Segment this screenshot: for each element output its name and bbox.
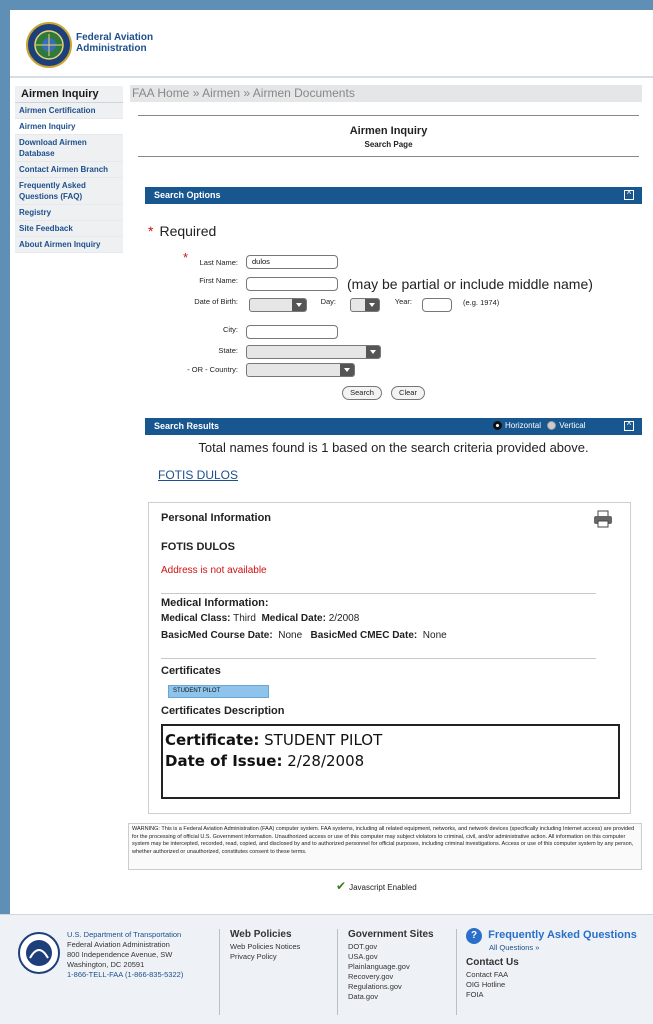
site-header	[10, 10, 653, 78]
breadcrumb-separator: »	[243, 86, 251, 100]
horizontal-radio[interactable]	[493, 421, 502, 430]
certificate-label: Certificate:	[165, 731, 260, 749]
chevron-down-icon	[366, 346, 380, 358]
footer-divider	[456, 929, 457, 1015]
dob-month-select[interactable]	[249, 298, 307, 312]
search-results-bar	[145, 418, 642, 435]
issue-date-value: 2/28/2008	[287, 752, 365, 770]
horizontal-radio-label: Horizontal	[505, 421, 542, 430]
year-hint: (e.g. 1974)	[463, 298, 500, 307]
gov-site-link[interactable]: Plainlanguage.gov	[348, 962, 410, 971]
state-select[interactable]	[246, 345, 381, 359]
issue-date-label: Date of Issue:	[165, 752, 283, 770]
layout-toggle	[493, 421, 585, 430]
gov-site-link[interactable]: Recovery.gov	[348, 972, 394, 981]
basicmed-course-label: BasicMed Course Date:	[161, 630, 273, 641]
javascript-status	[336, 879, 417, 893]
address-status: Address is not available	[161, 565, 267, 576]
medical-date-value: 2/2008	[328, 613, 360, 624]
city-label: City:	[223, 325, 238, 334]
search-results-title: Search Results	[154, 421, 220, 431]
gov-site-link[interactable]: DOT.gov	[348, 942, 378, 951]
collapse-search-options-icon[interactable]: ^	[624, 190, 634, 200]
web-policies-title: Web Policies	[230, 929, 292, 940]
sidebar-item-contact-branch[interactable]: Contact Airmen Branch	[15, 162, 123, 178]
certificate-value: STUDENT PILOT	[264, 731, 383, 749]
sidebar-item-download-database[interactable]: Download Airmen Database	[15, 135, 123, 162]
issue-date-line	[165, 751, 616, 772]
first-name-input[interactable]	[246, 277, 338, 291]
medical-date-label: Medical Date:	[261, 613, 326, 624]
page-title-block	[138, 115, 639, 157]
city-input[interactable]	[246, 325, 338, 339]
government-sites-title: Government Sites	[348, 929, 434, 940]
warning-notice: WARNING: This is a Federal Aviation Administration (FAA) computer system. FAA systems, including all related equipment, networks, and network devices (specifically including Internet access) are provided for the processing of official U.S. Government information. Unauthorized access or use of this computer may subject violators to criminal, civil, and/or administrative action. All information on this computer system may be intercepted, recorded, read, copied, and disclosed by and to authorized personnel for official purposes, including criminal investigations. Access or use of this computer system by any person, whether authorized or unauthorized, constitutes consent to these terms.	[128, 823, 642, 870]
medical-line	[161, 613, 359, 624]
site-footer	[0, 914, 653, 1024]
web-policies-notices-link[interactable]: Web Policies Notices	[230, 942, 301, 951]
basicmed-line	[161, 630, 447, 641]
search-options-bar	[145, 187, 642, 204]
top-accent-band	[0, 0, 653, 10]
breadcrumb-separator: »	[192, 86, 200, 100]
breadcrumb-airmen-documents: Airmen Documents	[252, 86, 355, 100]
left-accent-band	[0, 0, 10, 1024]
personal-info-heading: Personal Information	[161, 512, 272, 524]
state-label: State:	[218, 346, 238, 355]
medical-heading: Medical Information:	[161, 597, 269, 609]
divider	[161, 658, 596, 659]
footer-address-line2: Washington, DC 20591	[67, 960, 145, 969]
country-label: - OR - Country:	[187, 365, 238, 374]
required-label: Required	[159, 223, 217, 239]
dob-day-select[interactable]	[350, 298, 380, 312]
first-name-label: First Name:	[199, 276, 238, 285]
footer-government-sites	[348, 930, 434, 1002]
footer-divider	[337, 929, 338, 1015]
search-button[interactable]: Search	[342, 386, 382, 400]
contact-us-title: Contact Us	[466, 957, 519, 968]
certificates-heading: Certificates	[161, 665, 221, 677]
faa-seal-logo[interactable]	[26, 22, 72, 68]
gov-site-link[interactable]: USA.gov	[348, 952, 378, 961]
dob-year-input[interactable]	[422, 298, 452, 312]
sidebar-title: Airmen Inquiry	[15, 86, 123, 103]
checkmark-icon: ✔	[336, 879, 347, 893]
chevron-down-icon	[365, 299, 379, 311]
page-subtitle: Search Page	[364, 140, 413, 149]
footer-faq-contact	[466, 928, 637, 1000]
gov-site-link[interactable]: Regulations.gov	[348, 982, 402, 991]
question-icon: ?	[466, 928, 482, 944]
sidebar-item-about[interactable]: About Airmen Inquiry	[15, 237, 123, 253]
collapse-search-results-icon[interactable]: ^	[624, 421, 634, 431]
sidebar-item-site-feedback[interactable]: Site Feedback	[15, 221, 123, 237]
breadcrumb	[130, 85, 642, 102]
oig-hotline-link[interactable]: OIG Hotline	[466, 980, 506, 989]
basicmed-cmec-value: None	[422, 630, 447, 641]
clear-button[interactable]: Clear	[391, 386, 425, 400]
privacy-policy-link[interactable]: Privacy Policy	[230, 952, 277, 961]
footer-web-policies	[230, 930, 300, 962]
medical-class-value: Third	[233, 613, 256, 624]
footer-faa-name: Federal Aviation Administration	[67, 940, 170, 949]
divider	[161, 593, 596, 594]
all-questions-link[interactable]: All Questions »	[489, 943, 540, 952]
certificate-description-box	[161, 724, 620, 799]
required-star: *	[148, 223, 154, 239]
faq-title[interactable]: Frequently Asked Questions	[488, 928, 637, 941]
personal-info-card	[148, 502, 631, 814]
agency-name[interactable]	[76, 32, 153, 54]
breadcrumb-faa-home[interactable]: FAA Home	[132, 86, 190, 100]
vertical-radio[interactable]	[547, 421, 556, 430]
basicmed-cmec-label: BasicMed CMEC Date:	[310, 630, 418, 641]
last-name-required-star: *	[183, 250, 189, 265]
dob-label: Date of Birth:	[194, 297, 238, 306]
sidebar-nav	[15, 86, 123, 253]
chevron-down-icon	[292, 299, 306, 311]
search-options-title: Search Options	[154, 190, 221, 200]
medical-class-label: Medical Class:	[161, 613, 231, 624]
last-name-label: Last Name:	[199, 258, 238, 267]
printer-icon[interactable]	[593, 510, 613, 528]
breadcrumb-airmen[interactable]: Airmen	[202, 86, 241, 100]
year-label: Year:	[394, 297, 412, 306]
dot-link[interactable]: U.S. Department of Transportation	[67, 930, 182, 939]
airman-name: FOTIS DULOS	[161, 541, 235, 553]
basicmed-course-value: None	[278, 630, 303, 641]
sidebar-item-registry[interactable]: Registry	[15, 205, 123, 221]
certificate-line	[165, 730, 616, 751]
results-total-text: Total names found is 1 based on the search criteria provided above.	[198, 440, 589, 455]
vertical-radio-label: Vertical	[559, 421, 586, 430]
result-name-link[interactable]: FOTIS DULOS	[158, 468, 239, 482]
last-name-input[interactable]: dulos	[246, 255, 338, 269]
foia-link[interactable]: FOIA	[466, 990, 484, 999]
sidebar-item-airmen-certification[interactable]: Airmen Certification	[15, 103, 123, 119]
country-select[interactable]	[246, 363, 355, 377]
first-name-hint: (may be partial or include middle name)	[347, 276, 593, 292]
phone-link[interactable]: 1-866-TELL-FAA (1-866-835-5322)	[67, 970, 184, 979]
footer-divider	[219, 929, 220, 1015]
footer-address	[67, 930, 183, 980]
agency-name-line2: Administration	[76, 43, 147, 54]
agency-name-line1: Federal Aviation	[76, 32, 154, 43]
cert-desc-heading: Certificates Description	[161, 705, 285, 717]
contact-faa-link[interactable]: Contact FAA	[466, 970, 509, 979]
sidebar-item-airmen-inquiry[interactable]: Airmen Inquiry	[15, 119, 123, 135]
chevron-down-icon	[340, 364, 354, 376]
required-note	[148, 223, 216, 239]
sidebar-item-faq[interactable]: Frequently Asked Questions (FAQ)	[15, 178, 123, 205]
certificate-badge: STUDENT PILOT	[168, 685, 269, 698]
page-title: Airmen Inquiry	[349, 125, 428, 137]
footer-address-line1: 800 Independence Avenue, SW	[67, 950, 173, 959]
javascript-status-label: Javascript Enabled	[349, 883, 417, 892]
day-label: Day:	[320, 297, 336, 306]
dot-seal-logo[interactable]	[18, 932, 60, 974]
gov-site-link[interactable]: Data.gov	[348, 992, 379, 1001]
